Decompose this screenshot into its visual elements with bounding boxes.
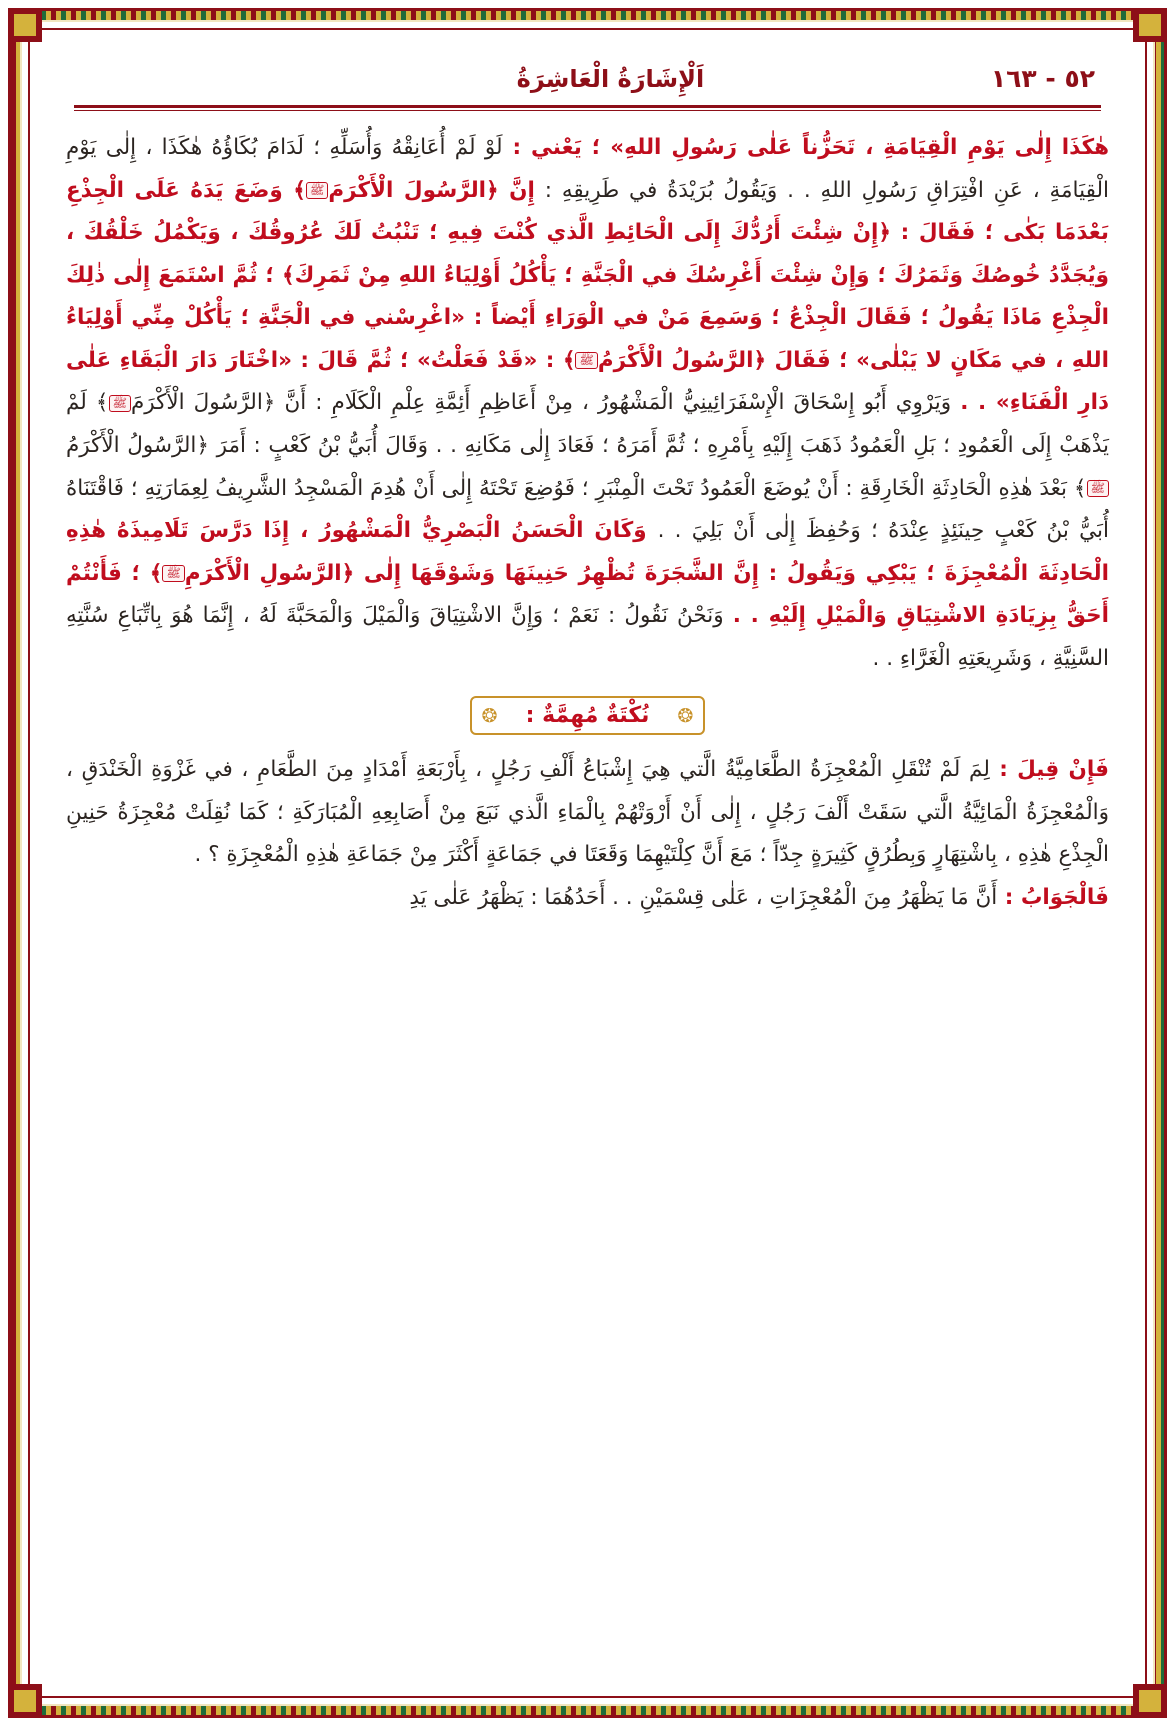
section-heading-cartouche: [470, 696, 706, 735]
section-heading-container: [66, 696, 1109, 735]
text-run: إِنَّ ﴿الرَّسُولَ الْأَكْرَمَ: [328, 177, 535, 203]
corner-ornament-bottom-left: [1133, 1684, 1167, 1718]
text-run: ﴾ ؛ فَأَنْتُمْ أَحَقُّ بِزِيَادَةِ الاشْتِيَاقِ وَالْمَيْلِ إِلَيْهِ . .: [66, 560, 1109, 629]
text-run: لَوْ لَمْ أُعَانِقْهُ وَأُسَلِّهِ ؛ لَدَامَ بُكَاؤُهُ هٰكَذَا ، إِلٰى يَوْمِ الْقِيَامَةِ ، عَنِ افْتِرَاقِ رَسُولِ اللهِ . . وَيَقُولُ بُرَيْدَةُ في طَرِيقِهِ :: [66, 135, 1109, 203]
text-run: فَالْجَوَابُ :: [997, 885, 1109, 910]
text-run: وَنَحْنُ نَقُولُ : نَعَمْ ؛ وَإِنَّ الاشْتِيَاقَ وَالْمَيْلَ وَالْمَحَبَّةَ لَهُ ، إِنَّمَا هُوَ بِاتِّبَاعِ سُنَّتِهِ السَّنِيَّةِ ، وَشَرِيعَتِهِ الْغَرَّاءِ . .: [66, 603, 1109, 671]
page-content: [44, 46, 1131, 1680]
corner-ornament-top-right: [8, 8, 42, 42]
paragraph-2: [66, 749, 1109, 877]
text-run: ﴾ لَمْ يَذْهَبْ إِلَى الْعَمُودِ ؛ بَلِ الْعَمُودُ ذَهَبَ إِلَيْهِ بِأَمْرِهِ ؛ ثُمَّ أَمَرَهُ ؛ فَعَادَ إِلٰى مَكَانِهِ . . وَقَالَ أُبَيُّ بْنُ كَعْبٍ : أَمَرَ ﴿الرَّسُولُ الْأَكْرَمُ: [66, 390, 1109, 458]
text-run: هٰكَذَا إِلٰى يَوْمِ الْقِيَامَةِ ، تَحَزُّناً عَلٰى رَسُولِ اللهِ» ؛ يَعْني :: [502, 135, 1109, 160]
tail-body-text: [66, 749, 1109, 919]
sallallahu-alayhi-wasallam-icon: ﷺ: [1087, 480, 1110, 497]
sallallahu-alayhi-wasallam-icon: ﷺ: [306, 182, 329, 199]
text-run: ﴾ وَضَعَ يَدَهُ عَلَى الْجِذْعِ بَعْدَمَا بَكٰى ؛ فَقَالَ : ﴿إِنْ شِئْتَ أَرُدُّكَ إِلَى الْحَائِطِ الَّذي كُنْتَ فِيهِ ؛ تَنْبُتُ لَكَ عُرُوقُكَ ، وَيَكْمُلُ خَلْقُكَ ، وَيُجَدَّدُ خُوصُكَ وَثَمَرُكَ ؛ وَإِنْ شِئْتَ أَغْرِسُكَ في الْجَنَّةِ ؛ يَأْكُلُ أَوْلِيَاءُ اللهِ مِنْ ثَمَرِكَ﴾ ؛ ثُمَّ اسْتَمَعَ إِلٰى ذٰلِكَ الْجِذْعِ مَاذَا يَقُولُ ؛ فَقَالَ الْجِذْعُ ؛ وَسَمِعَ مَنْ في الْوَرَاءِ أَيْضاً : «اغْرِسْني في الْجَنَّةِ ؛ يَأْكُلْ مِنِّي أَوْلِيَاءُ اللهِ ، في مَكَانٍ لا يَبْلٰى» ؛ فَقَالَ ﴿الرَّسُولُ الْأَكْرَمُ: [66, 177, 1109, 373]
text-run: أَنَّ مَا يَظْهَرُ مِنَ الْمُعْجِزَاتِ ، عَلٰى قِسْمَيْنِ . . أَحَدُهُمَا : يَظْهَرُ عَلٰى يَدِ: [409, 885, 998, 910]
corner-ornament-top-left: [1133, 8, 1167, 42]
paragraph-3: [66, 877, 1109, 920]
page-number: ٥٢ - ١٦٣: [990, 64, 1095, 93]
header-divider: [74, 105, 1101, 111]
page-header: [66, 64, 1109, 93]
sallallahu-alayhi-wasallam-icon: ﷺ: [575, 352, 598, 369]
text-run: ﴾ : «قَدْ فَعَلْتُ» ؛ ثُمَّ قَالَ : «اخْتَارَ دَارَ الْبَقَاءِ عَلٰى دَارِ الْفَنَاءِ» . .: [66, 347, 1110, 416]
page-title: اَلْإِشَارَةُ الْعَاشِرَةُ: [516, 64, 705, 93]
paragraph-1: [66, 127, 1109, 680]
sallallahu-alayhi-wasallam-icon: ﷺ: [109, 395, 132, 412]
sallallahu-alayhi-wasallam-icon: ﷺ: [162, 565, 185, 582]
corner-ornament-bottom-right: [8, 1684, 42, 1718]
text-run: لِمَ لَمْ تُنْقَلِ الْمُعْجِزَةُ الطَّعَامِيَّةُ الَّتي هِيَ إِشْبَاعُ أَلْفِ رَجُلٍ ، بِأَرْبَعَةِ أَمْدَادٍ مِنَ الطَّعَامِ ، في غَزْوَةِ الْخَنْدَقِ ، وَالْمُعْجِزَةُ الْمَائِيَّةُ الَّتي سَقَتْ أَلْفَ رَجُلٍ ، إِلٰى أَنْ أَرْوَتْهُمْ بِالْمَاءِ الَّذي نَبَعَ مِنْ أَصَابِعِهِ الْمُبَارَكَةِ ؛ كَمَا نُقِلَتْ مُعْجِزَةُ حَنِينِ الْجِذْعِ هٰذِهِ ، بِاشْتِهَارٍ وَبِطُرُقٍ كَثِيرَةٍ جِدّاً ؛ مَعَ أَنَّ كِلْتَيْهِمَا وَقَعَتَا في جَمَاعَةٍ أَكْثَرَ مِنْ جَمَاعَةِ هٰذِهِ الْمُعْجِزَةِ ؟ .: [66, 757, 1109, 868]
text-run: فَإِنْ قِيلَ :: [989, 757, 1109, 783]
section-heading-text: نُكْتَةٌ مُهِمَّةٌ :: [525, 703, 650, 729]
main-body-text: [66, 127, 1109, 680]
text-run: وَيَرْوِي أَبُو إِسْحَاقَ الْإِسْفَرَائِينِيُّ الْمَشْهُورُ ، مِنْ أَعَاظِمِ أَئِمَّةِ عِلْمِ الْكَلَامِ : أَنَّ ﴿الرَّسُولَ الْأَكْرَمَ: [131, 390, 961, 416]
text-run: ﴾ بَعْدَ هٰذِهِ الْحَادِثَةِ الْخَارِقَةِ : أَنْ يُوضَعَ الْعَمُودُ تَحْتَ الْمِنْبَرِ ؛ فَوُضِعَ تَحْتَهُ إِلٰى أَنْ هُدِمَ الْمَسْجِدُ الشَّرِيفُ لِعِمَارَتِهِ ؛ فَاقْتَنَاهُ أُبَيُّ بْنُ كَعْبٍ حِينَئِذٍ عِنْدَهُ ؛ وَحُفِظَ إِلٰى أَنْ بَلِيَ . .: [66, 475, 1109, 544]
text-run: وَكَانَ الْحَسَنُ الْبَصْرِيُّ الْمَشْهُورُ ، إِذَا دَرَّسَ تَلَامِيذَهُ هٰذِهِ الْحَادِثَةَ الْمُعْجِزَةَ ؛ يَبْكِي وَيَقُولُ : إِنَّ الشَّجَرَةَ تُظْهِرُ حَنِينَهَا وَشَوْقَهَا إِلٰى ﴿الرَّسُولِ الْأَكْرَمِ: [66, 518, 1109, 586]
